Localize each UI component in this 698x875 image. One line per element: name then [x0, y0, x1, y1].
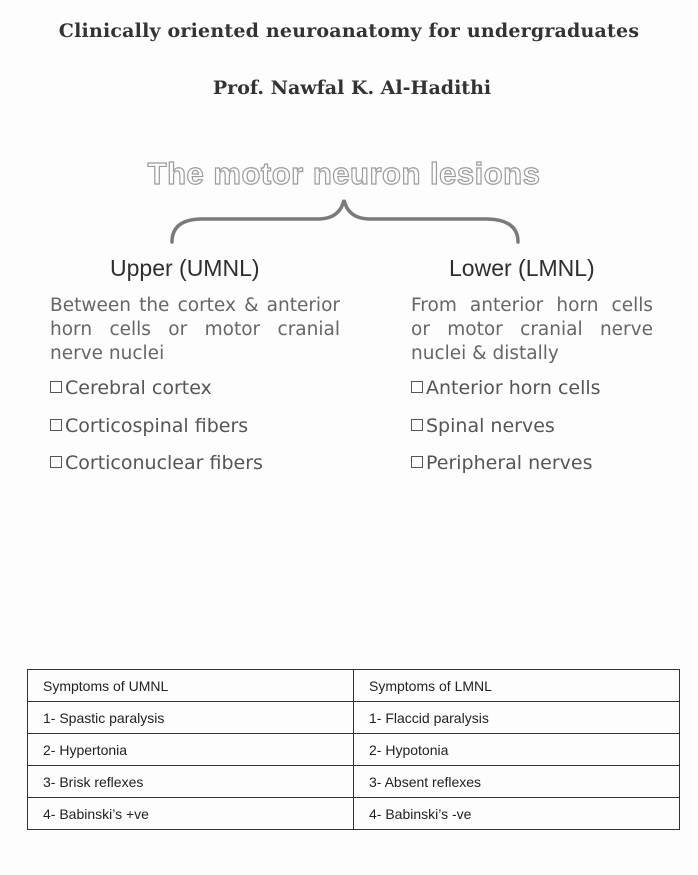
table-cell: 4- Babinski’s +ve — [28, 798, 354, 830]
table-header-umnl: Symptoms of UMNL — [28, 670, 354, 702]
curly-brace-icon — [160, 196, 526, 246]
list-item-label: Cerebral cortex — [65, 377, 212, 399]
lower-description: From anterior horn cells or motor cranial nerve nuclei & distally — [411, 295, 653, 364]
table-cell: 2- Hypertonia — [28, 734, 354, 766]
table-cell: 2- Hypotonia — [354, 734, 680, 766]
main-heading: The motor neuron lesions — [147, 156, 541, 191]
list-item — [411, 451, 653, 489]
author-name: Prof. Nawfal K. Al-Hadithi — [212, 77, 492, 99]
list-item-label: Corticonuclear fibers — [65, 452, 263, 474]
table-cell: 4- Babinski’s -ve — [354, 798, 680, 830]
table-header-lmnl: Symptoms of LMNL — [354, 670, 680, 702]
table-row — [28, 734, 680, 766]
checkbox-icon — [411, 456, 423, 468]
table-cell: 3- Absent reflexes — [354, 766, 680, 798]
checkbox-icon — [50, 381, 62, 393]
list-item — [411, 376, 653, 414]
list-item — [50, 414, 340, 452]
lower-heading: Lower (LMNL) — [449, 255, 595, 281]
checkbox-icon — [411, 381, 423, 393]
table-row — [28, 766, 680, 798]
symptoms-table — [27, 669, 680, 830]
list-item-label: Spinal nerves — [426, 414, 555, 437]
list-item-label: Corticospinal fibers — [65, 414, 249, 437]
upper-description: Between the cortex & anterior horn cells or motor cranial nerve nuclei — [50, 295, 340, 364]
list-item-label: Anterior horn cells — [426, 377, 601, 399]
list-item — [50, 451, 340, 489]
upper-motor-neuron-column — [50, 255, 340, 489]
table-header-row — [28, 670, 680, 702]
table-row — [28, 702, 680, 734]
checkbox-icon — [411, 419, 423, 431]
checkbox-icon — [50, 456, 62, 468]
table-cell: 1- Flaccid paralysis — [354, 702, 680, 734]
table-cell: 3- Brisk reflexes — [28, 766, 354, 798]
list-item — [411, 414, 653, 452]
checkbox-icon — [50, 419, 62, 431]
list-item-label: Peripheral nerves — [426, 452, 593, 474]
list-item — [50, 376, 340, 414]
lower-motor-neuron-column — [411, 255, 653, 489]
table-cell: 1- Spastic paralysis — [28, 702, 354, 734]
table-row — [28, 798, 680, 830]
upper-heading: Upper (UMNL) — [110, 255, 260, 281]
document-title: Clinically oriented neuroanatomy for undergraduates — [58, 20, 640, 42]
